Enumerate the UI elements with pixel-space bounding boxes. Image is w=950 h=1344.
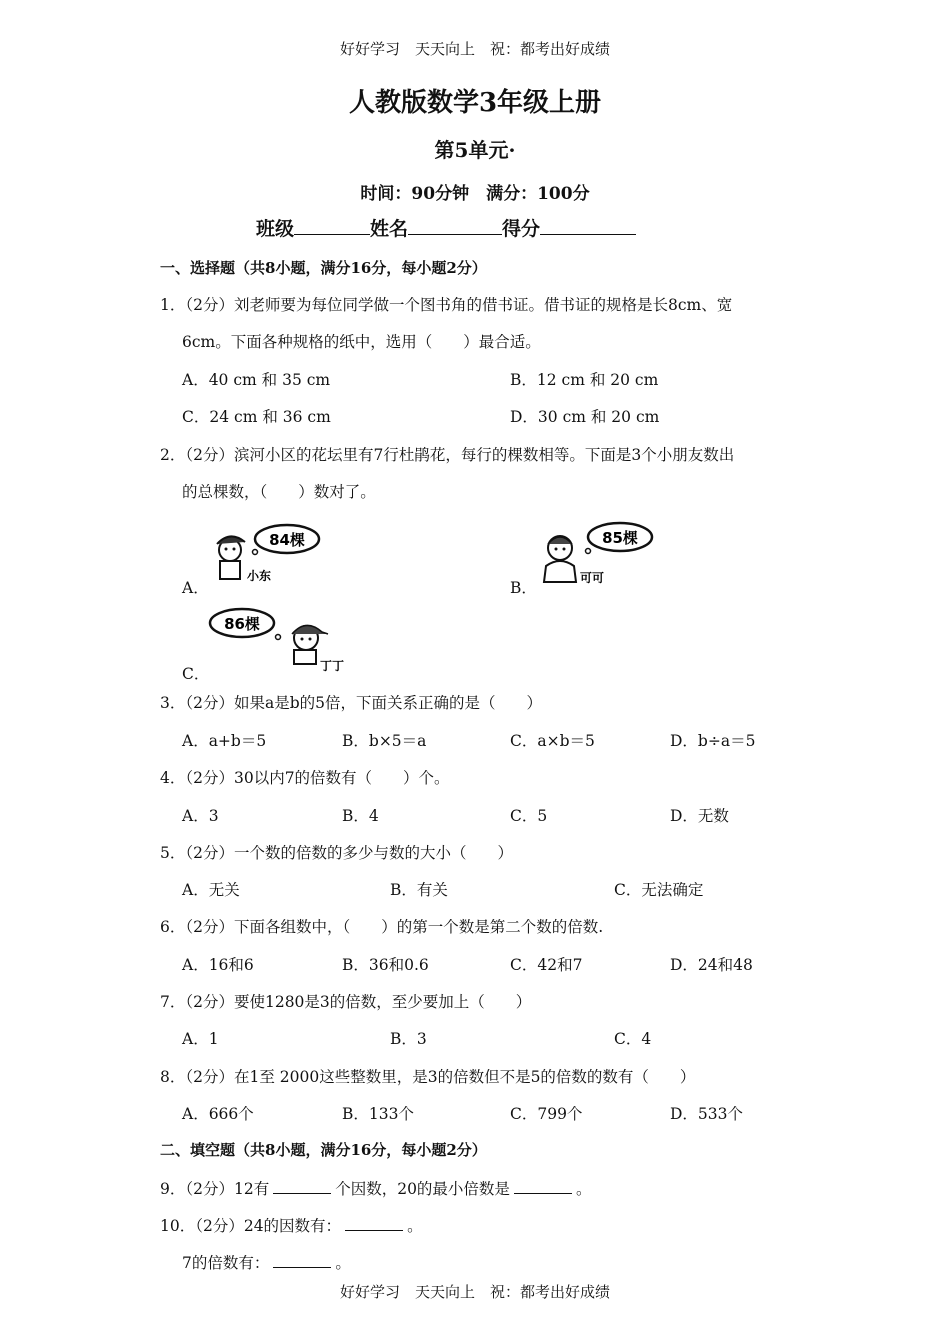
info-fields — [256, 214, 636, 241]
q2-figure-c — [208, 604, 358, 676]
score-label: 得分 — [502, 218, 541, 240]
q6-option-a[interactable]: A．16和6 — [182, 956, 254, 974]
name-label: 姓名 — [370, 218, 409, 240]
q9-text-3: 。 — [575, 1180, 592, 1198]
q8-option-d[interactable]: D．533个 — [670, 1105, 744, 1123]
q1-option-c[interactable]: C．24 cm 和 36 cm — [182, 408, 331, 426]
q2-figure-a — [205, 522, 325, 592]
q1-stem-2: 6cm。下面各种规格的纸中，选用（ ）最合适。 — [182, 333, 541, 351]
page-title: 人教版数学3年级上册 — [348, 88, 602, 118]
q9-text-1: 9．（2分）12有 — [160, 1180, 270, 1198]
q10-text-4: 。 — [335, 1254, 351, 1272]
score-blank[interactable] — [540, 215, 636, 235]
q9-text-2: 个因数，20的最小倍数是 — [335, 1180, 510, 1198]
q7-option-b[interactable]: B．3 — [390, 1030, 427, 1048]
q10-text-3: 7的倍数有： — [182, 1254, 270, 1272]
bubble-text: 85棵 — [602, 529, 638, 547]
bubble-text: 84棵 — [269, 531, 305, 549]
q1-option-d[interactable]: D．30 cm 和 20 cm — [510, 408, 660, 426]
q8-option-b[interactable]: B．133个 — [342, 1105, 414, 1123]
q4-option-d[interactable]: D．无数 — [670, 807, 729, 825]
q6-stem: 6．（2分）下面各组数中，（ ）的第一个数是第二个数的倍数. — [160, 918, 604, 936]
q1-option-b[interactable]: B．12 cm 和 20 cm — [510, 371, 659, 389]
q8-stem: 8．（2分）在1至 2000这些整数里，是3的倍数但不是5的倍数的数有（ ） — [160, 1068, 696, 1086]
q10-blank-2[interactable] — [273, 1252, 331, 1269]
section-fill: 二、填空题（共8小题，满分16分，每小题2分） — [160, 1141, 487, 1159]
q2-option-b[interactable]: B． — [510, 579, 537, 597]
q6-option-c[interactable]: C．42和7 — [510, 956, 583, 974]
exam-meta: 时间：90分钟 满分：100分 — [360, 184, 590, 204]
q9-stem — [160, 1177, 591, 1199]
q3-option-c[interactable]: C．a×b＝5 — [510, 732, 595, 750]
q9-blank-2[interactable] — [514, 1178, 572, 1195]
bubble-text: 86棵 — [224, 615, 260, 633]
section-choice: 一、选择题（共8小题，满分16分，每小题2分） — [160, 259, 487, 277]
q5-option-b[interactable]: B．有关 — [390, 881, 448, 899]
q1-option-a[interactable]: A．40 cm 和 35 cm — [182, 371, 331, 389]
q3-stem: 3．（2分）如果a是b的5倍，下面关系正确的是（ ） — [160, 694, 542, 712]
q5-option-c[interactable]: C．无法确定 — [614, 881, 704, 899]
character-name: 小东 — [247, 569, 272, 583]
page-footer: 好好学习 天天向上 祝：都考出好成绩 — [339, 1283, 610, 1301]
class-label: 班级 — [256, 218, 295, 240]
q10-stem-2 — [182, 1251, 351, 1273]
q7-option-c[interactable]: C．4 — [614, 1030, 652, 1048]
character-name: 丁丁 — [320, 659, 345, 673]
q7-stem: 7．（2分）要使1280是3的倍数，至少要加上（ ） — [160, 993, 532, 1011]
q3-option-d[interactable]: D．b÷a＝5 — [670, 732, 756, 750]
q1-stem-1: 1．（2分）刘老师要为每位同学做一个图书角的借书证。借书证的规格是长8cm、宽 — [160, 296, 733, 314]
q10-stem-1 — [160, 1214, 423, 1236]
q2-stem-1: 2．（2分）滨河小区的花坛里有7行杜鹃花，每行的棵数相等。下面是3个小朋友数出 — [160, 446, 735, 464]
q10-text-1: 10．（2分）24的因数有： — [160, 1217, 342, 1235]
q4-stem: 4．（2分）30以内7的倍数有（ ）个。 — [160, 769, 450, 787]
q2-figure-b — [538, 518, 658, 590]
q8-option-c[interactable]: C．799个 — [510, 1105, 583, 1123]
q6-option-d[interactable]: D．24和48 — [670, 956, 753, 974]
character-name: 可可 — [580, 571, 605, 585]
q2-stem-2: 的总棵数，（ ）数对了。 — [182, 483, 376, 501]
q5-option-a[interactable]: A．无关 — [182, 881, 240, 899]
q3-option-b[interactable]: B．b×5＝a — [342, 732, 427, 750]
q2-option-a[interactable]: A． — [182, 579, 209, 597]
q8-option-a[interactable]: A．666个 — [182, 1105, 254, 1123]
q4-option-c[interactable]: C．5 — [510, 807, 548, 825]
q9-blank-1[interactable] — [273, 1178, 331, 1195]
name-blank[interactable] — [408, 215, 502, 235]
class-blank[interactable] — [294, 215, 370, 235]
q4-option-a[interactable]: A．3 — [182, 807, 219, 825]
q4-option-b[interactable]: B．4 — [342, 807, 379, 825]
q2-option-c[interactable]: C． — [182, 665, 210, 683]
q5-stem: 5．（2分）一个数的倍数的多少与数的大小（ ） — [160, 844, 513, 862]
page-header: 好好学习 天天向上 祝：都考出好成绩 — [339, 40, 610, 58]
unit-title: 第5单元· — [434, 138, 516, 162]
q7-option-a[interactable]: A．1 — [182, 1030, 219, 1048]
q6-option-b[interactable]: B．36和0.6 — [342, 956, 429, 974]
q3-option-a[interactable]: A．a+b＝5 — [182, 732, 267, 750]
q10-blank-1[interactable] — [345, 1215, 403, 1232]
q10-text-2: 。 — [407, 1217, 423, 1235]
